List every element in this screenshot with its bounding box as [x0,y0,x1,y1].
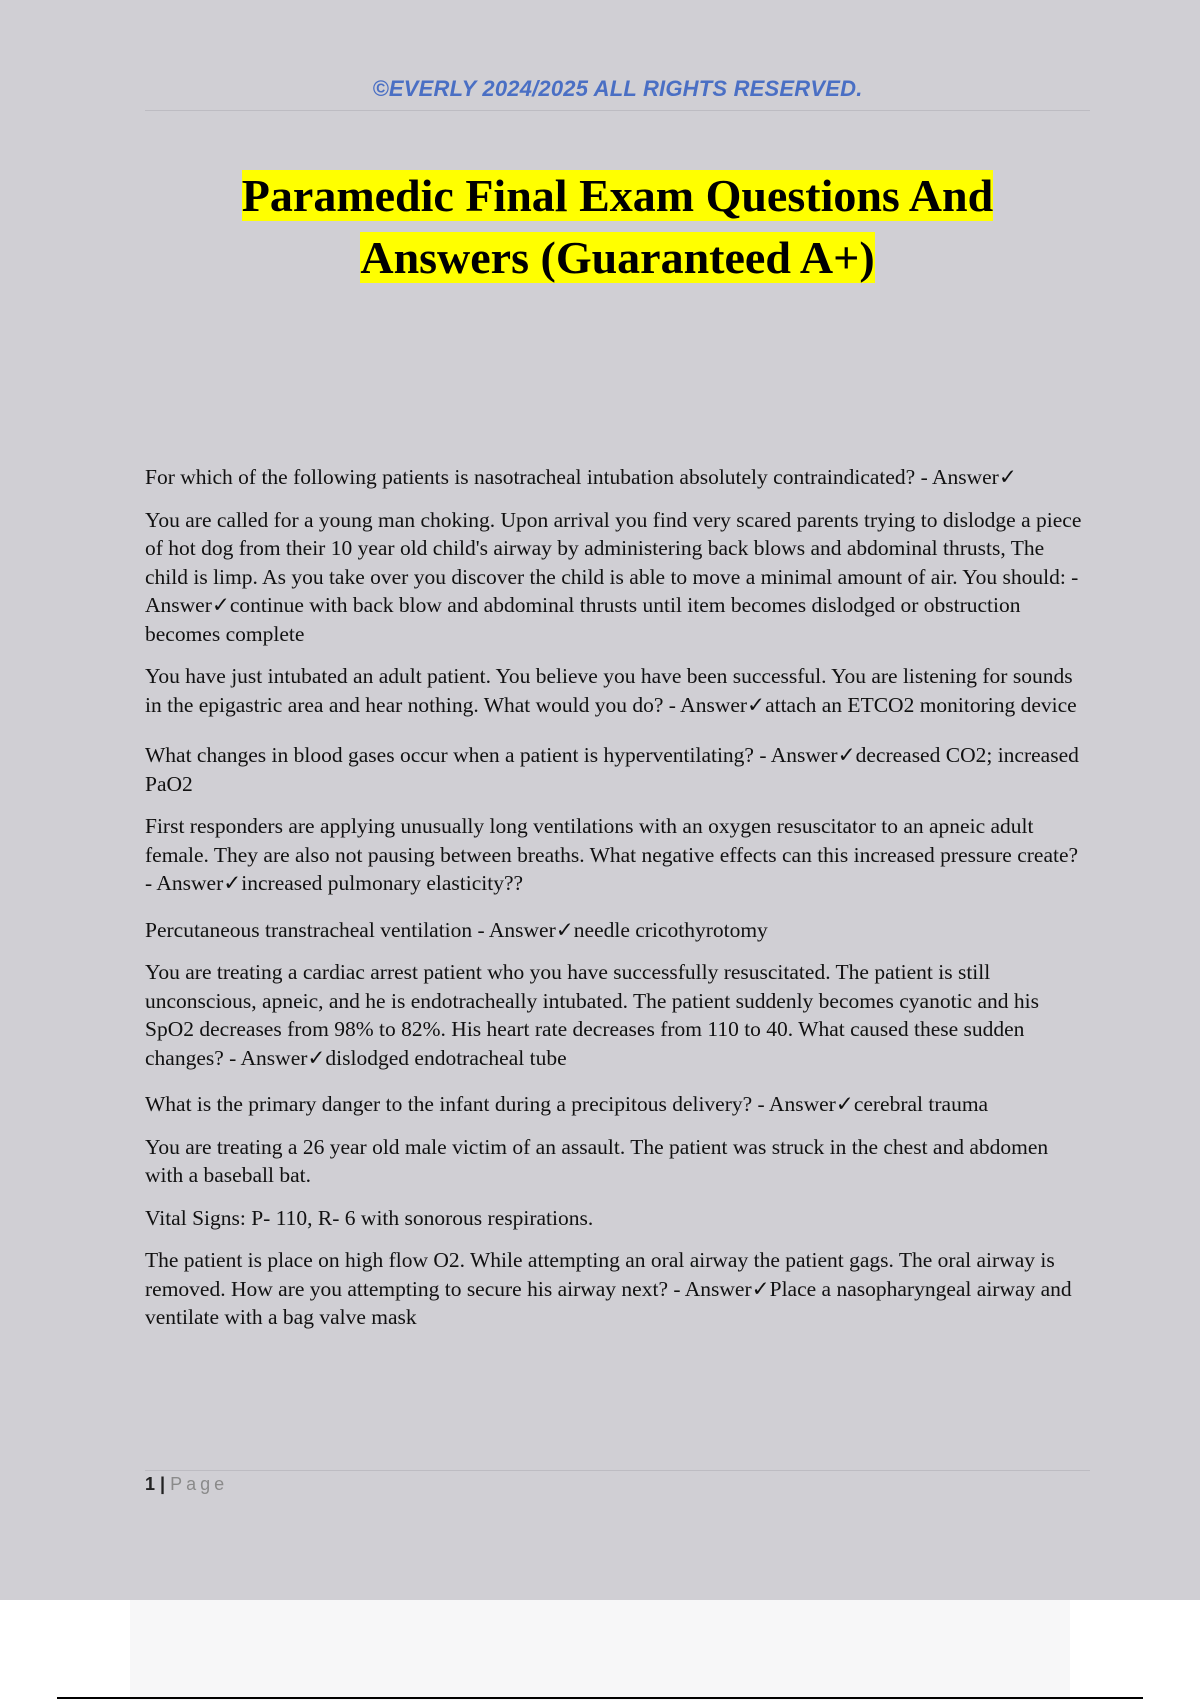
qa-item [145,812,1090,898]
qa-item [145,463,1090,492]
case-paragraph: You are treating a 26 year old male victim of an assault. The patient was struck in the chest and abdomen with a baseball bat. [145,1134,1049,1187]
header-divider [145,110,1090,111]
qa-content [145,463,1090,1346]
page-number: 1 [145,1474,156,1494]
document-title [145,165,1090,289]
answer-label: Answer✓ [488,917,574,942]
case-paragraph: Vital Signs: P- 110, R- 6 with sonorous respirations. [145,1205,594,1230]
answer-label: Answer✓ [156,871,242,895]
question-text: What is the primary danger to the infant during a precipitous delivery? - [145,1092,765,1116]
question-text: For which of the following patients is nasotracheal intubation absolutely contraindicated? - [145,465,928,489]
answer-text: increased pulmonary elasticity?? [241,871,524,895]
answer-text: attach an ETCO2 monitoring device [765,692,1077,717]
answer-label: Answer✓ [684,1276,770,1301]
answer-text: continue with back blow and abdominal thrusts until item becomes dislodged or obstruction becomes complete [145,593,1021,646]
question-text: First responders are applying unusually long ventilations with an oxygen resuscitator to an apneic adult female. They are also not pausing between breaths. What negative effects can this increased pressure create? - [145,814,1079,895]
answer-label: Answer✓ [768,1092,854,1116]
question-text: The patient is place on high flow O2. While attempting an oral airway the patient gags. The oral airway is removed. How are you attempting to secure his airway next? - [145,1248,1055,1301]
answer-text: decreased CO2; increased PaO2 [145,743,1079,796]
qa-item [145,916,1090,945]
copyright-header: ©EVERLY 2024/2025 ALL RIGHTS RESERVED. [372,76,863,101]
answer-text: Place a nasopharyngeal airway and ventilate with a bag valve mask [145,1276,1072,1329]
answer-label: Answer✓ [931,465,1017,489]
answer-text: cerebral trauma [853,1092,989,1116]
title-line-1: Paramedic Final Exam Questions And [241,170,994,221]
answer-label: Answer✓ [240,1045,326,1070]
qa-item [145,506,1090,649]
next-page-preview [130,1600,1070,1700]
question-text: You are called for a young man choking. Upon arrival you find very scared parents trying to dislodge a piece of hot dog from their 10 year old child's airway by administering back blows and abdominal thrusts, The child is limp. As you take over you discover the child is able to move a minimal amount of air. You should: - [145,507,1082,589]
footer-separator: | [160,1474,166,1494]
answer-label: Answer✓ [680,692,766,717]
question-text: Percutaneous transtracheal ventilation - [145,917,485,942]
page-footer [145,1474,228,1495]
qa-item [145,741,1090,798]
footer-divider [145,1470,1090,1471]
qa-item [145,1246,1090,1332]
question-text: You have just intubated an adult patient. You believe you have been successful. You are listening for sounds in the epigastric area and hear nothing. What would you do? - [145,664,1073,717]
qa-item [145,1090,1090,1119]
bottom-divider [57,1697,1143,1699]
page-label: Page [170,1474,229,1494]
qa-item [145,958,1090,1072]
answer-label: Answer✓ [145,593,230,617]
answer-label: Answer✓ [770,743,856,767]
title-line-2: Answers (Guaranteed A+) [360,232,875,283]
question-text: You are treating a cardiac arrest patient who you have successfully resuscitated. The patient is still unconscious, apneic, and he is endotracheally intubated. The patient suddenly becomes cyanotic and his SpO2 decreases from 98% to 82%. His heart rate decreases from 110 to 40. What caused these sudden changes? - [145,960,1039,1070]
question-text: What changes in blood gases occur when a patient is hyperventilating? - [145,743,767,767]
answer-text: needle cricothyrotomy [573,917,768,942]
answer-text: dislodged endotracheal tube [325,1045,567,1070]
qa-item [145,662,1090,719]
